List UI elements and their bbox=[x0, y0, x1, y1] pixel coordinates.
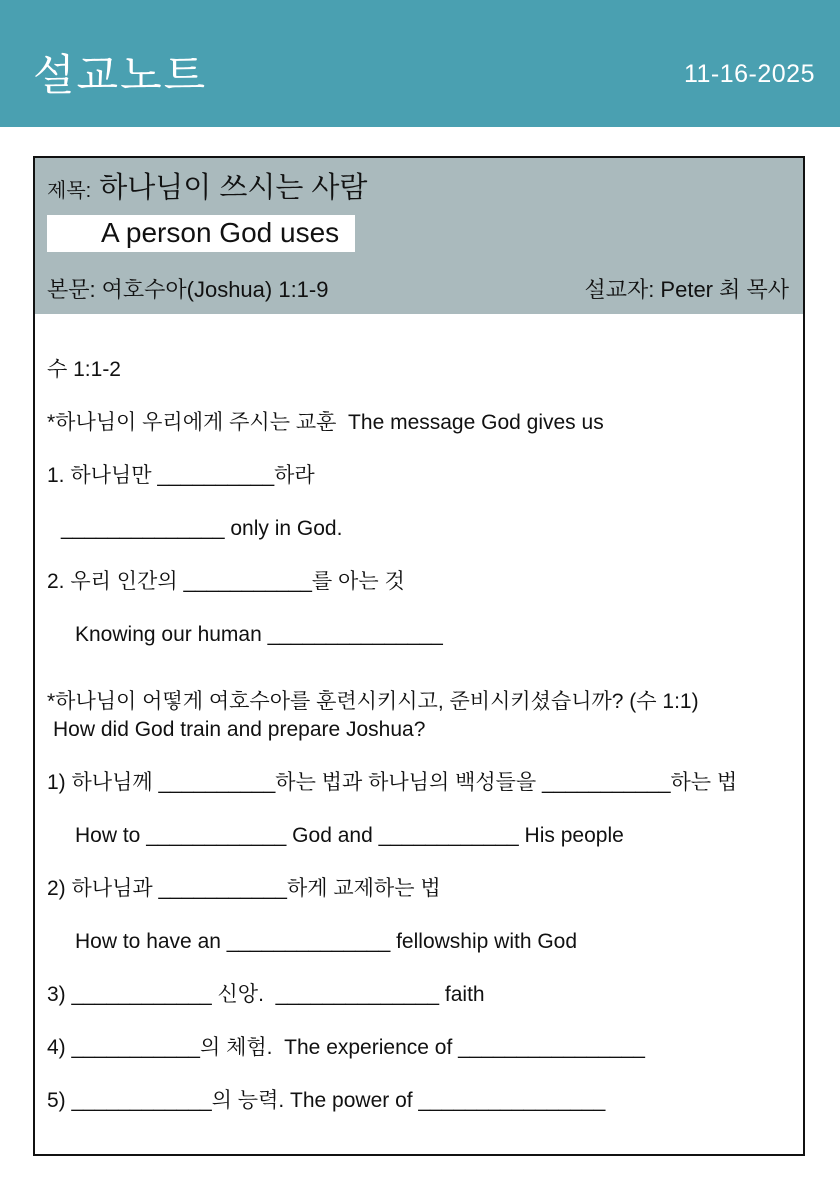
message-heading: *하나님이 우리에게 주시는 교훈 The message God gives us bbox=[47, 411, 604, 434]
subpoint-5: 5) ____________의 능력. The power of ________________ bbox=[47, 1089, 606, 1112]
subpoint-3: 3) ____________ 신앙. ______________ faith bbox=[47, 983, 485, 1006]
sermon-title-english-row bbox=[47, 215, 789, 252]
question-korean: *하나님이 어떻게 여호수아를 훈련시키시고, 준비시키셨습니까? (수 1:1) bbox=[47, 690, 699, 713]
passage-field bbox=[47, 273, 328, 304]
header-date: 11-16-2025 bbox=[683, 60, 815, 88]
preacher-name: Peter 최 목사 bbox=[660, 277, 789, 302]
note-body bbox=[35, 314, 803, 1114]
header-banner bbox=[0, 0, 840, 127]
point-2-korean: 2. 우리 인간의 ___________를 아는 것 bbox=[47, 570, 405, 593]
point-1-korean: 1. 하나님만 __________하라 bbox=[47, 464, 315, 487]
title-section bbox=[35, 158, 803, 314]
sermon-title-english: A person God uses bbox=[47, 215, 355, 252]
title-label: 제목: bbox=[47, 180, 92, 202]
scripture-reference: 수 1:1-2 bbox=[47, 358, 121, 381]
sermon-title-row bbox=[47, 165, 789, 206]
point-2-english: Knowing our human _______________ bbox=[75, 623, 443, 646]
subpoint-4: 4) ___________의 체험. The experience of ________________ bbox=[47, 1036, 645, 1059]
sermon-note-box bbox=[33, 156, 805, 1156]
app-title: 설교노트 bbox=[33, 52, 208, 100]
meta-row bbox=[47, 273, 789, 304]
subpoint-1-english: How to ____________ God and ____________ His people bbox=[75, 824, 624, 847]
question-english: How did God train and prepare Joshua? bbox=[53, 718, 426, 741]
passage-label: 본문: bbox=[47, 277, 96, 302]
sermon-title-korean: 하나님이 쓰시는 사람 bbox=[99, 172, 368, 204]
preacher-label: 설교자: bbox=[584, 277, 655, 302]
subpoint-2-english: How to have an ______________ fellowship with God bbox=[75, 930, 578, 953]
passage-text: 여호수아(Joshua) 1:1-9 bbox=[101, 277, 329, 302]
subpoint-2-korean: 2) 하나님과 ___________하게 교제하는 법 bbox=[47, 877, 441, 900]
subpoint-1-korean: 1) 하나님께 __________하는 법과 하나님의 백성들을 ___________하는 법 bbox=[47, 771, 738, 794]
preacher-field bbox=[585, 273, 789, 304]
point-1-english: ______________ only in God. bbox=[61, 517, 343, 540]
